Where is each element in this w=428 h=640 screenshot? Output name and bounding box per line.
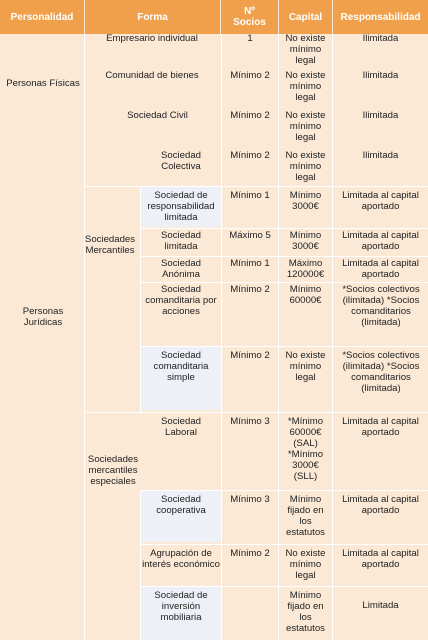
row-6-socios: Máximo 5	[229, 230, 271, 241]
group-sociedades-especiales: Sociedades mercantiles especiales	[87, 453, 139, 487]
row-2-resp: Ilimitada	[362, 70, 399, 81]
grid-line	[221, 34, 222, 640]
row-3-forma: Sociedad Civil	[127, 110, 188, 121]
row-9-socios: Mínimo 2	[230, 350, 270, 361]
grid-line	[140, 256, 428, 257]
row-13-capital: Mínimo fijado en los estatutos	[286, 590, 325, 634]
row-5-socios: Mínimo 1	[230, 190, 270, 201]
grid-line	[140, 544, 428, 545]
row-6-resp: Limitada al capital aportado	[342, 230, 419, 252]
grid-line	[84, 412, 428, 413]
grid-line	[278, 34, 279, 640]
row-4-socios: Mínimo 2	[230, 150, 270, 161]
header-personalidad: Personalidad	[0, 0, 84, 34]
row-8-resp: *Socios colectivos (ilimitada) *Socios comanditarios (limitada)	[342, 284, 420, 328]
row-2-socios: Mínimo 2	[230, 70, 270, 81]
row-13-forma: Sociedad de inversión mobiliaria	[154, 590, 208, 623]
group-personas-fisicas: Personas Físicas	[6, 77, 80, 89]
row-11-resp: Limitada al capital aportado	[342, 494, 419, 516]
row-8-forma: Sociedad comanditaria por acciones	[145, 284, 217, 317]
row-11-socios: Mínimo 3	[230, 494, 270, 505]
grid-line	[84, 186, 428, 187]
row-1-forma: Empresario individual	[106, 33, 198, 44]
grid-line	[140, 282, 428, 283]
row-3-capital: No existe mínimo legal	[285, 110, 326, 143]
grid-line	[140, 186, 141, 414]
row-10-resp: Limitada al capital aportado	[342, 416, 419, 438]
row-3-resp: Ilimitada	[362, 110, 399, 121]
row-6-forma: Sociedad limitada	[160, 230, 201, 252]
grid-line	[140, 586, 428, 587]
header-socios: Nº Socios	[221, 0, 278, 34]
row-1-capital: No existe mínimo legal	[285, 33, 326, 66]
row-4-forma: Sociedad Colectiva	[160, 150, 201, 172]
row-10-forma: Sociedad Laboral	[160, 416, 201, 438]
grid-line	[84, 34, 85, 640]
row-9-resp: *Socios colectivos (ilimitada) *Socios comanditarios (limitada)	[342, 350, 420, 394]
row-12-resp: Limitada al capital aportado	[342, 548, 419, 570]
row-7-forma: Sociedad Anónima	[160, 258, 201, 280]
grid-line	[140, 490, 141, 640]
row-5-capital: Mínimo 3000€	[289, 190, 322, 212]
header-responsabilidad: Responsabilidad	[333, 0, 428, 34]
row-5-forma: Sociedad de responsabilidad limitada	[147, 190, 215, 223]
row-7-socios: Mínimo 1	[230, 258, 270, 269]
row-12-forma: Agrupación de interés económico	[142, 548, 220, 570]
row-6-capital: Mínimo 3000€	[289, 230, 322, 252]
group-personas-juridicas: Personas Jurídicas	[22, 306, 64, 328]
row-8-capital: Mínimo 60000€	[289, 284, 322, 306]
row-1-socios: 1	[247, 33, 253, 44]
row-3-socios: Mínimo 2	[230, 110, 270, 121]
row-2-forma: Comunidad de bienes	[105, 70, 199, 81]
grid-line	[140, 228, 428, 229]
row-10-socios: Mínimo 3	[230, 416, 270, 427]
group-sociedades-mercantiles: Sociedades Mercantiles	[84, 234, 136, 256]
row-12-capital: No existe mínimo legal	[285, 548, 326, 581]
header-capital: Capital	[279, 0, 332, 34]
row-9-capital: No existe mínimo legal	[285, 350, 326, 383]
row-9-forma: Sociedad comanditaria simple	[153, 350, 209, 383]
header-forma: Forma	[85, 0, 220, 34]
grid-line	[140, 346, 428, 347]
row-4-resp: Ilimitada	[362, 150, 399, 161]
grid-line	[140, 490, 428, 491]
row-10-capital: *Mínimo 60000€ (SAL) *Mínimo 3000€ (SLL)	[287, 416, 324, 482]
row-7-capital: Máximo 120000€	[286, 258, 325, 280]
row-1-resp: Ilimitada	[362, 33, 399, 44]
row-8-socios: Mínimo 2	[230, 284, 270, 295]
row-11-forma: Sociedad cooperativa	[156, 494, 206, 516]
row-13-resp: Limitada	[362, 600, 399, 611]
row-7-resp: Limitada al capital aportado	[342, 258, 419, 280]
grid-line	[332, 34, 333, 640]
row-4-capital: No existe mínimo legal	[285, 150, 326, 183]
row-11-capital: Mínimo fijado en los estatutos	[286, 494, 325, 538]
row-2-capital: No existe mínimo legal	[285, 70, 326, 103]
row-12-socios: Mínimo 2	[230, 548, 270, 559]
row-5-resp: Limitada al capital aportado	[342, 190, 419, 212]
